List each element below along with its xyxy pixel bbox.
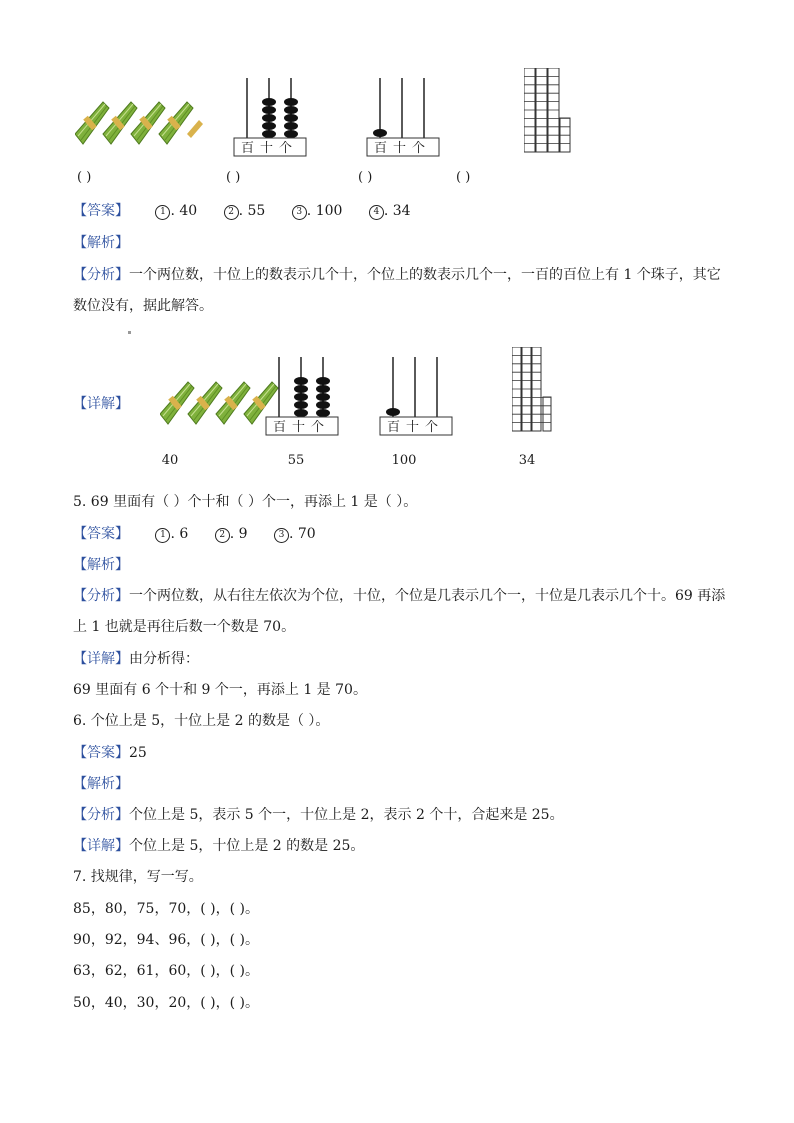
abacus-figure-100-detail bbox=[379, 357, 455, 441]
blocks-figure-34-top bbox=[524, 68, 574, 158]
answer-value: . 70 bbox=[288, 526, 316, 542]
answer-value: . 100 bbox=[306, 203, 343, 219]
bundles-of-sticks-image bbox=[75, 98, 205, 156]
caption-34: 34 bbox=[518, 453, 536, 468]
answer-value: . 6 bbox=[170, 526, 189, 542]
answer-value: . 9 bbox=[229, 526, 248, 542]
q5-xiangjie-line bbox=[73, 649, 199, 669]
fenxi-tag: 【分析】 bbox=[73, 807, 129, 823]
q5-fenxi-line1 bbox=[73, 586, 725, 606]
fenxi-tag: 【分析】 bbox=[73, 588, 129, 604]
blank-3[interactable]: ( ) bbox=[358, 170, 373, 185]
ten-blocks-34-image bbox=[524, 68, 574, 154]
circled-number: 4 bbox=[369, 205, 384, 220]
q5-jiexi-tag: 【解析】 bbox=[73, 557, 129, 573]
fenxi-text: 个位上是 5，表示 5 个一，十位上是 2，表示 2 个十，合起来是 25。 bbox=[129, 807, 564, 823]
caption-40: 40 bbox=[161, 453, 179, 468]
answer-value: 25 bbox=[129, 745, 147, 761]
circled-number: 1 bbox=[155, 528, 170, 543]
abacus-figure-55-top bbox=[233, 78, 309, 162]
caption-100: 100 bbox=[391, 453, 417, 468]
answer-tag: 【答案】 bbox=[73, 203, 129, 219]
blank-2[interactable]: ( ) bbox=[226, 170, 241, 185]
xiangjie-tag: 【详解】 bbox=[73, 651, 129, 667]
abacus-label-tens: 十 bbox=[292, 420, 312, 435]
abacus-label-ones: 个 bbox=[425, 420, 445, 435]
circled-number: 1 bbox=[155, 205, 170, 220]
abacus-label-hundreds: 百 bbox=[374, 141, 394, 156]
answer-tag: 【答案】 bbox=[73, 526, 129, 542]
circled-number: 2 bbox=[224, 205, 239, 220]
fenxi-text: 一个两位数，十位上的数表示几个十，个位上的数表示几个一，一百的百位上有 1 个珠子，其它 bbox=[129, 267, 721, 283]
abacus-label-hundreds: 百 bbox=[273, 420, 293, 435]
fenxi-tag: 【分析】 bbox=[73, 267, 129, 283]
q4-fenxi-line1 bbox=[73, 265, 721, 285]
abacus-label-tens: 十 bbox=[393, 141, 413, 156]
abacus-label-ones: 个 bbox=[311, 420, 331, 435]
q6-jiexi-tag: 【解析】 bbox=[73, 776, 129, 792]
blank-1[interactable]: ( ) bbox=[77, 170, 92, 185]
fenxi-text: 一个两位数，从右往左依次为个位，十位，个位是几表示几个一，十位是几表示几个十。69 再添 bbox=[129, 588, 726, 604]
abacus-label-hundreds: 百 bbox=[387, 420, 407, 435]
q7-row-1: 85，80，75，70，( )，( )。 bbox=[73, 901, 260, 917]
q4-fenxi-line2: 数位没有，据此解答。 bbox=[73, 298, 213, 314]
abacus-label-tens: 十 bbox=[260, 141, 280, 156]
q6-question: 6. 个位上是 5，十位上是 2 的数是（ ）。 bbox=[73, 713, 330, 729]
answer-tag: 【答案】 bbox=[73, 745, 129, 761]
q7-row-3: 63，62，61，60，( )，( )。 bbox=[73, 963, 260, 979]
xiangjie-text: 由分析得： bbox=[129, 651, 199, 667]
q4-answer-line bbox=[73, 201, 411, 221]
q5-question: 5. 69 里面有（ ）个十和（ ）个一，再添上 1 是（ ）。 bbox=[73, 494, 418, 510]
answer-value: . 55 bbox=[238, 203, 266, 219]
circled-number: 3 bbox=[292, 205, 307, 220]
q6-fenxi-line bbox=[73, 805, 564, 825]
q7-row-2: 90，92，94、96，( )，( )。 bbox=[73, 932, 260, 948]
q6-xiangjie-line bbox=[73, 836, 364, 856]
q5-answer-line bbox=[73, 524, 316, 544]
abacus-label-tens: 十 bbox=[406, 420, 426, 435]
circled-number: 2 bbox=[215, 528, 230, 543]
abacus-figure-100-top bbox=[366, 78, 442, 162]
caption-55: 55 bbox=[287, 453, 305, 468]
stray-dot bbox=[128, 331, 131, 334]
q5-fenxi-line2: 上 1 也就是再往后数一个数是 70。 bbox=[73, 619, 296, 635]
q7-question: 7. 找规律，写一写。 bbox=[73, 869, 203, 885]
q5-result: 69 里面有 6 个十和 9 个一，再添上 1 是 70。 bbox=[73, 682, 367, 698]
abacus-label-ones: 个 bbox=[412, 141, 432, 156]
bundles-figure-top bbox=[75, 98, 205, 160]
answer-value: . 40 bbox=[170, 203, 198, 219]
abacus-label-ones: 个 bbox=[279, 141, 299, 156]
blocks-figure-34-detail bbox=[512, 347, 562, 437]
q4-jiexi-tag: 【解析】 bbox=[73, 235, 129, 251]
blank-4[interactable]: ( ) bbox=[456, 170, 471, 185]
q6-answer-line bbox=[73, 743, 147, 763]
answer-value: . 34 bbox=[383, 203, 411, 219]
ten-blocks-34-image bbox=[512, 347, 562, 433]
xiangjie-text: 个位上是 5，十位上是 2 的数是 25。 bbox=[129, 838, 365, 854]
xiangjie-tag: 【详解】 bbox=[73, 838, 129, 854]
abacus-figure-55-detail bbox=[265, 357, 341, 441]
q7-row-4: 50，40，30，20，( )，( )。 bbox=[73, 995, 260, 1011]
circled-number: 3 bbox=[274, 528, 289, 543]
abacus-label-hundreds: 百 bbox=[241, 141, 261, 156]
q4-xiangjie-tag: 【详解】 bbox=[73, 396, 129, 412]
